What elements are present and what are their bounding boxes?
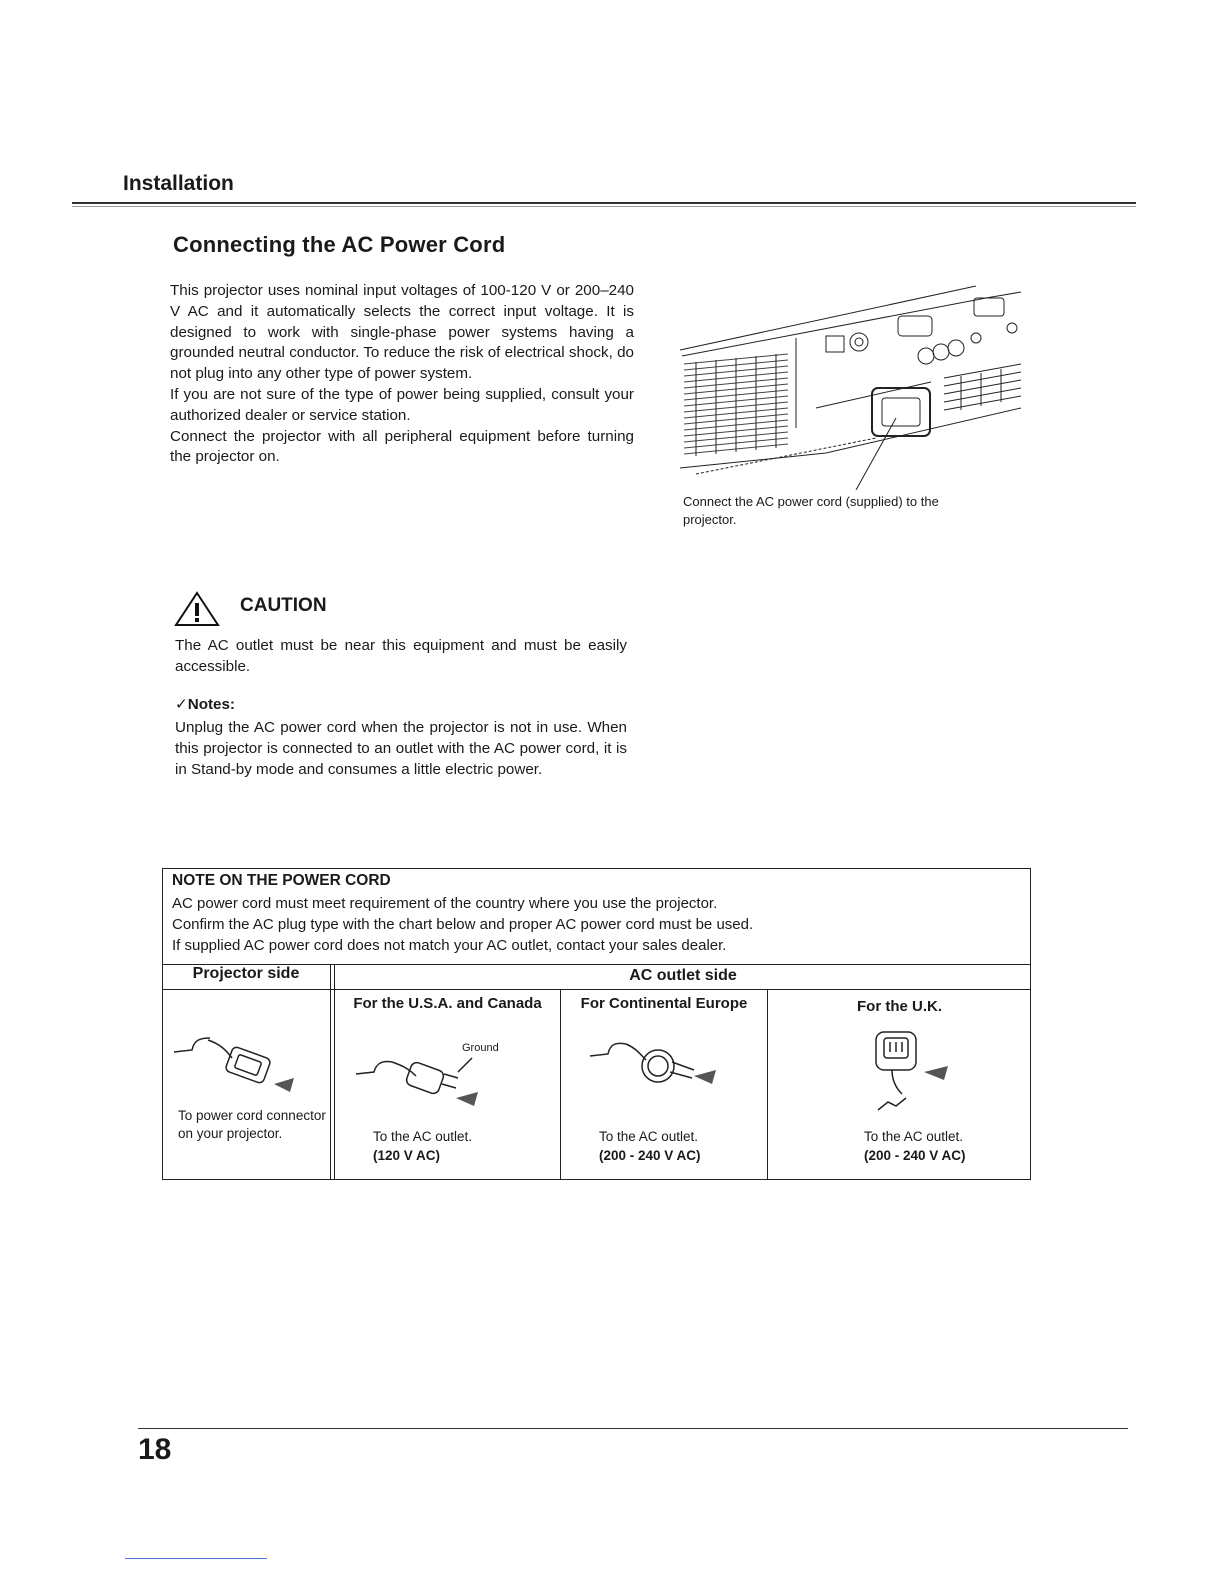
projector-rear-illustration bbox=[676, 278, 1026, 490]
intro-paragraph: This projector uses nominal input voltages of 100-120 V or 200–240 V AC and it automatically selects the correct input voltage. It is designed to work with single-phase power systems having a grounded neutral conductor. To reduce the risk of electrical shock, do not plug into any other type of power system. bbox=[170, 282, 634, 383]
region-continental-europe: For Continental Europe bbox=[580, 995, 748, 1012]
power-cord-note-title: NOTE ON THE POWER CORD bbox=[172, 872, 391, 889]
table-divider bbox=[162, 989, 1031, 990]
power-cord-note-line: If supplied AC power cord does not match your AC outlet, contact your sales dealer. bbox=[172, 937, 727, 954]
europe-caption: To the AC outlet. bbox=[599, 1129, 699, 1144]
header-rule bbox=[72, 202, 1136, 204]
caution-title: CAUTION bbox=[240, 595, 327, 616]
iec-connector-icon bbox=[170, 1030, 310, 1100]
outlet-side-header: AC outlet side bbox=[629, 967, 737, 984]
intro-text bbox=[170, 281, 634, 468]
header-rule-thin bbox=[72, 206, 1136, 207]
region-uk: For the U.K. bbox=[857, 998, 942, 1015]
caution-text: The AC outlet must be near this equipment and must be easily accessible. bbox=[175, 637, 627, 675]
projector-side-caption: To power cord connector on your projector. bbox=[178, 1108, 326, 1141]
usa-voltage: (120 V AC) bbox=[373, 1148, 441, 1163]
notes-title: ✓Notes: bbox=[175, 696, 235, 713]
table-divider bbox=[767, 989, 768, 1180]
table-divider bbox=[330, 964, 331, 1180]
projector-side-header: Projector side bbox=[192, 965, 300, 982]
page-number: 18 bbox=[138, 1433, 172, 1466]
uk-plug-icon bbox=[862, 1024, 962, 1114]
intro-paragraph: Connect the projector with all peripheral equipment before turning the projector on. bbox=[170, 427, 634, 466]
intro-paragraph: If you are not sure of the type of power being supplied, consult your authorized dealer or service station. bbox=[170, 385, 634, 424]
page-title: Connecting the AC Power Cord bbox=[173, 232, 506, 257]
section-header: Installation bbox=[123, 172, 234, 195]
notes-text: Unplug the AC power cord when the projector is not in use. When this projector is connected to an outlet with the AC power cord, it is in Stand-by mode and consumes a little electric power. bbox=[175, 719, 627, 778]
europe-voltage: (200 - 240 V AC) bbox=[599, 1148, 701, 1163]
warning-triangle-icon bbox=[173, 590, 221, 628]
ground-label: Ground bbox=[462, 1042, 499, 1054]
bottom-mark bbox=[125, 1558, 267, 1559]
power-cord-note-line: AC power cord must meet requirement of the country where you use the projector. bbox=[172, 895, 718, 912]
table-divider bbox=[560, 989, 561, 1180]
power-cord-note-line: Confirm the AC plug type with the chart below and proper AC power cord must be used. bbox=[172, 916, 754, 933]
uk-voltage: (200 - 240 V AC) bbox=[864, 1148, 966, 1163]
footer-rule bbox=[138, 1428, 1128, 1429]
uk-caption: To the AC outlet. bbox=[864, 1129, 964, 1144]
usa-caption: To the AC outlet. bbox=[373, 1129, 473, 1144]
figure-caption: Connect the AC power cord (supplied) to the projector. bbox=[683, 494, 939, 527]
region-usa-canada: For the U.S.A. and Canada bbox=[353, 995, 542, 1012]
europe-plug-icon bbox=[586, 1036, 736, 1096]
